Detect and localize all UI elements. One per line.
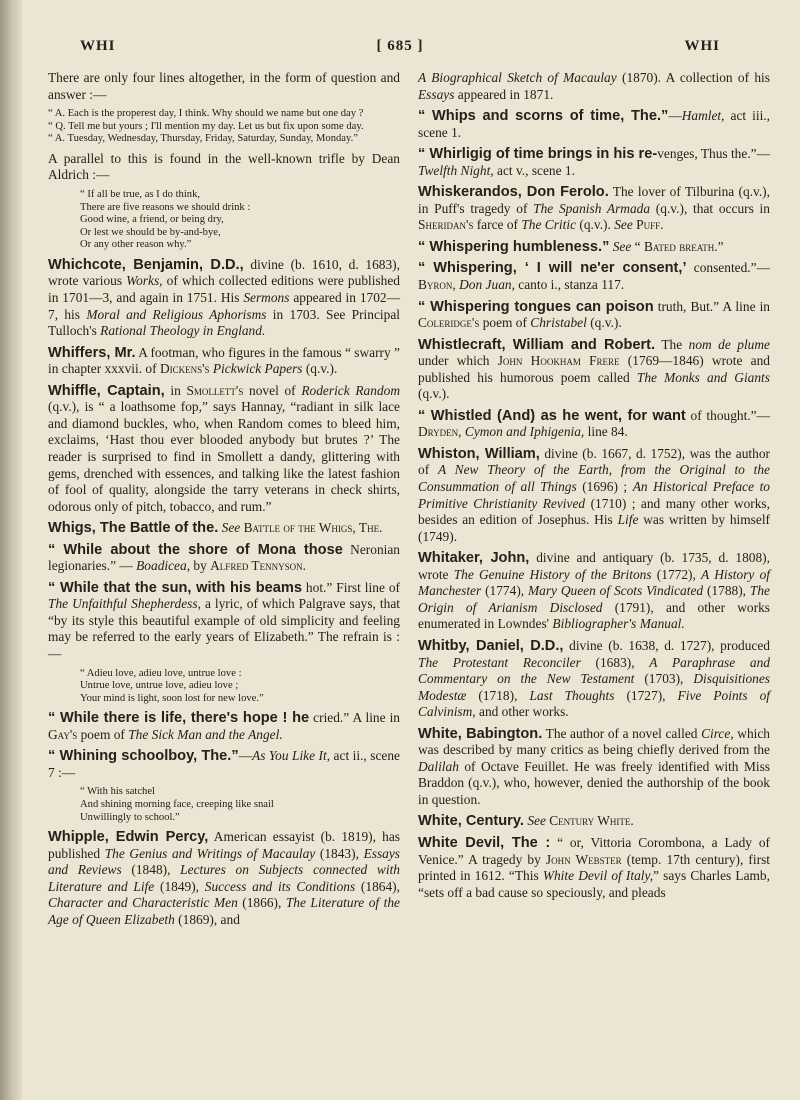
entry-headword: “ Whispering humbleness.”: [418, 238, 610, 255]
entry-whispering-consent: “ Whispering, ‘ I will ne'er consent,’ consented.”—Byron, Don Juan, canto i., stanza 117.: [418, 260, 770, 293]
entry-white-century: White, Century. See Century White.: [418, 813, 634, 830]
entry-whiffle: Whiffle, Captain, in Smollett's novel of Roderick Random (q.v.), is “ a loathsome fop,” says Hannay, “radiant in silk lace and diamond buckles, who, when Random comes to bleed him, exclaims, ‘Hast thou ever blooded anybody but brutes ?’ The reader is surprised to find in Smollett a dandy, glittering with gems, drenched with essences, and talking like the latest fashion of fool of quality, alongside the tarry veterans in check shirts, odorous only of pitch, tobacco, and rum.”: [48, 382, 401, 514]
entry-white-devil: White Devil, The : “ or, Vittoria Corombona, a Lady of Venice.” A tragedy by John Webster (temp. 17th century), first printed in 1612. “This White Devil of Italy,” says Charles Lamb, “sets off a bad cause so speciously, and pleads: [418, 834, 770, 900]
refrain-verse: [48, 668, 400, 706]
entry-headword: Whitaker, John,: [418, 550, 530, 567]
entry-whitaker: Whitaker, John, divine and antiquary (b. 1735, d. 1808), wrote The Genuine History of the Britons (1772), A History of Manchester (1774), Mary Queen of Scots Vindicated (1788), The Origin of Arianism Disclosed (1791), and other works enumerated in Lowndes' Bibliographer's Manual.: [418, 550, 770, 632]
entry-headword: “ Whispering, ‘ I will ne'er consent,’: [418, 260, 687, 277]
header-left-word: WHI: [80, 38, 116, 54]
entry-headword: “ Whistled (And) as he went, for want: [418, 407, 686, 424]
entry-whiffers: Whiffers, Mr. A footman, who figures in the famous “ swarry ” in chapter xxxvii. of Dickens's Pickwick Papers (q.v.).: [48, 344, 400, 377]
quote-line: “ A. Tuesday, Wednesday, Thursday, Friday, Saturday, Sunday, Monday.”: [48, 133, 358, 145]
entry-headword: “ While there is life, there's hope ! he: [48, 710, 310, 727]
entry-whining-schoolboy: “ Whining schoolboy, The.”—As You Like It, act ii., scene 7 :—: [48, 748, 401, 780]
verse-line: Unwillingly to school.”: [80, 811, 180, 823]
verse-line: And shining morning face, creeping like snail: [80, 799, 274, 811]
entry-headword: Whiskerandos, Don Ferolo.: [418, 184, 609, 201]
entry-whichcote: Whichcote, Benjamin, D.D., divine (b. 1610, d. 1683), wrote various Works, of which collected editions were published in 1701—3, and again in 1751. His Sermons appeared in 1702—7, his Moral and Religious Aphorisms in 1703. See Principal Tulloch's Rational Theology in England.: [48, 256, 400, 339]
parallel-paragraph: A parallel to this is found in the well-known trifle by Dean Aldrich :—: [48, 150, 400, 183]
entry-headword: “ While about the shore of Mona those: [48, 541, 343, 558]
entry-whitby: Whitby, Daniel, D.D., divine (b. 1638, d. 1727), produced The Protestant Reconciler (1683), A Paraphrase and Commentary on the New Testament (1703), Disquisitiones Modestæ (1718), Last Thoughts (1727), Five Points of Calvinism, and other works.: [418, 637, 771, 720]
entry-headword: Whiston, William,: [418, 445, 540, 462]
verse-line: Or any other reason why.”: [80, 239, 192, 251]
entry-whistlecraft: Whistlecraft, William and Robert. The nom de plume under which John Hookham Frere (1769—1846) wrote and published his humorous poem called The Monks and Giants (q.v.).: [418, 336, 770, 402]
entry-headword: “ Whips and scorns of time, The.”: [418, 108, 669, 125]
quote-line: “ Q. Tell me but yours ; I'll mention my day. Let us but fix upon some day.: [48, 120, 364, 132]
verse-line: “ Adieu love, adieu love, untrue love :: [80, 667, 242, 679]
entry-while-sun: “ While that the sun, with his beams hot.” First line of The Unfaithful Shepherdess, a lyric, of which Palgrave says, that “by its style this beautiful example of old simplicity and feeling may be referred to the early years of Elizabeth.” The refrain is :—: [48, 579, 400, 661]
entry-whiston: Whiston, William, divine (b. 1667, d. 1752), was the author of A New Theory of the Earth, from the Original to the Consummation of all Things (1696) ; An Historical Preface to Primitive Christianity Revived (1710) ; and many other works, besides an edition of Josephus. His Life was written by himself (1749).: [418, 445, 770, 544]
entry-whipple: Whipple, Edwin Percy, American essayist (b. 1819), has published The Genius and Writings of Macaulay (1843), Essays and Reviews (1848), Lectures on Subjects connected with Literature and Life (1849), Success and its Conditions (1864), Character and Characteristic Men (1866), The Literature of the Age of Queen Elizabeth (1869), and: [48, 829, 401, 927]
entry-headword: “ Whispering tongues can poison: [418, 298, 654, 315]
page-number: [ 685 ]: [376, 38, 424, 54]
verse-line: Good wine, a friend, or being dry,: [80, 214, 224, 226]
verse-line: Your mind is light, soon lost for new love.”: [80, 692, 264, 704]
entry-headword: White, Babington.: [418, 725, 543, 742]
entry-headword: Whistlecraft, William and Robert.: [418, 336, 656, 353]
aldrich-verse: [48, 189, 400, 252]
entry-whispering-tongues: “ Whispering tongues can poison truth, But.” A line in Coleridge's poem of Christabel (q.v.).: [418, 298, 771, 331]
entry-headword: White, Century.: [418, 813, 524, 830]
entry-whiskerandos: Whiskerandos, Don Ferolo. The lover of Tilburina (q.v.), in Puff's tragedy of The Spanish Armada (q.v.), that occurs in Sheridan's farce of The Critic (q.v.). See Puff.: [418, 184, 770, 233]
entry-whirligig: “ Whirligig of time brings in his re-venges, Thus the.”—Twelfth Night, act v., scene 1.: [418, 146, 770, 178]
intro-paragraph: There are only four lines altogether, in the form of question and answer :—: [48, 70, 400, 102]
left-column: [48, 70, 400, 934]
verse-line: “ If all be true, as I do think,: [80, 188, 201, 200]
verse-line: Untrue love, untrue love, adieu love ;: [80, 680, 239, 692]
header-right-word: WHI: [684, 38, 720, 54]
entry-headword: “ Whirligig of time brings in his re-: [418, 146, 658, 163]
entry-whistled: “ Whistled (And) as he went, for want of thought.”—Dryden, Cymon and Iphigenia, line 84.: [418, 407, 771, 440]
running-header: [40, 38, 760, 60]
entry-headword: Whiffle, Captain,: [48, 382, 165, 399]
entry-headword: Whitby, Daniel, D.D.,: [418, 637, 564, 654]
entry-whips-scorns: “ Whips and scorns of time, The.”—Hamlet, act iii., scene 1.: [418, 108, 770, 140]
entry-headword: Whipple, Edwin Percy,: [48, 829, 209, 846]
schoolboy-verse: [48, 786, 400, 824]
dialogue-quote: [48, 108, 400, 146]
entry-headword: “ While that the sun, with his beams: [48, 579, 302, 596]
entry-headword: Whiffers, Mr.: [48, 344, 136, 361]
entry-headword: Whigs, The Battle of the.: [48, 520, 219, 537]
right-column: [418, 70, 770, 906]
verse-line: “ With his satchel: [80, 786, 155, 798]
entry-while-life: “ While there is life, there's hope ! he cried.” A line in Gay's poem of The Sick Man and the Angel.: [48, 710, 400, 742]
entry-headword: “ Whining schoolboy, The.”: [48, 748, 239, 765]
entry-white-babington: White, Babington. The author of a novel called Circe, which was described by many critics as being chiefly derived from the Dalilah of Octave Feuillet. He was freely identified with Miss Braddon (q.v.), who, however, denied the authorship of the book in question.: [418, 725, 770, 807]
quote-line: “ A. Each is the properest day, I think. Why should we name but one day ?: [48, 108, 364, 120]
entry-headword: White Devil, The :: [418, 834, 551, 851]
entry-whigs: Whigs, The Battle of the. See Battle of the Whigs, The.: [48, 520, 383, 537]
entry-whipple-continued: A Biographical Sketch of Macaulay (1870). A collection of his Essays appeared in 1871.: [418, 70, 770, 102]
book-binding-edge: [0, 0, 22, 1100]
entry-headword: Whichcote, Benjamin, D.D.,: [48, 256, 244, 273]
entry-mona: “ While about the shore of Mona those Neronian legionaries.” — Boadicea, by Alfred Tennyson.: [48, 541, 400, 574]
verse-line: Or lest we should be by-and-bye,: [80, 226, 221, 238]
verse-line: There are five reasons we should drink :: [80, 201, 251, 213]
entry-whispering-humbleness: “ Whispering humbleness.” See “ Bated breath.”: [418, 238, 724, 255]
